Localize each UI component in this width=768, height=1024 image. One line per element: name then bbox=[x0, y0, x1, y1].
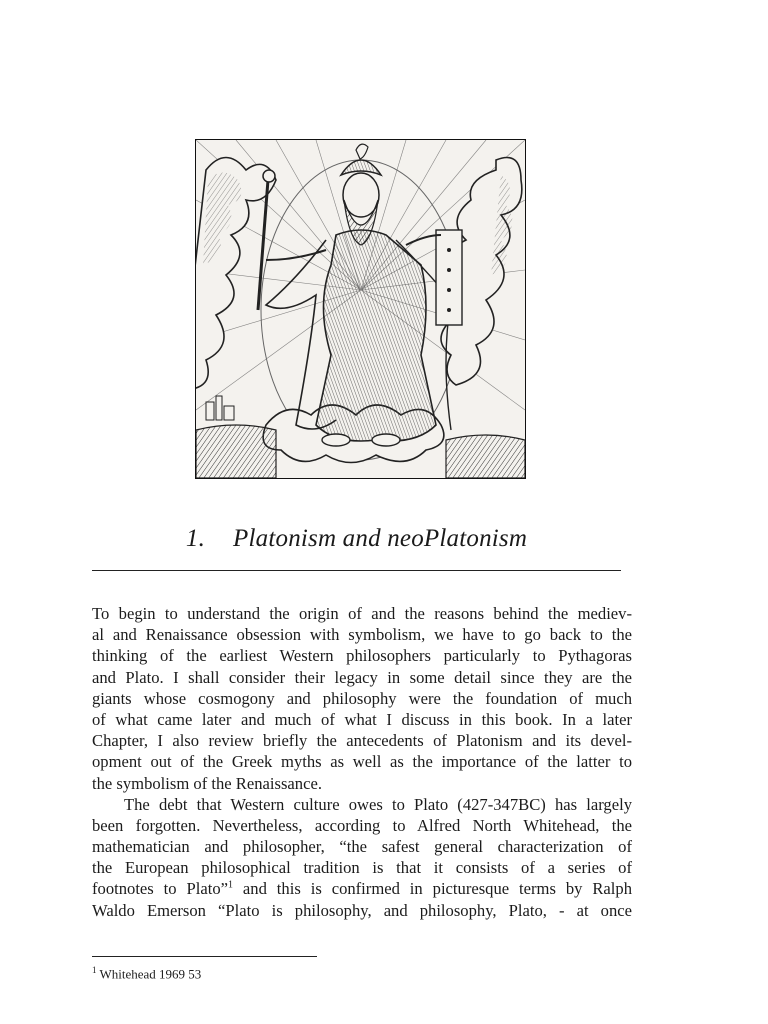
chapter-title: Platonism and neoPlatonism bbox=[233, 525, 528, 552]
body-line: opment out of the Greek myths as well as the importance of the latter to bbox=[92, 752, 632, 772]
footnote-reference-mark[interactable]: 1 bbox=[228, 879, 233, 891]
footnote-mark: 1 bbox=[92, 965, 97, 975]
body-line: the European philosophical tradition is that it consists of a series of bbox=[92, 858, 632, 878]
body-line-with-footnote bbox=[92, 878, 632, 899]
body-line: of what came later and much of what I discuss in this book. In a later bbox=[92, 709, 632, 729]
footnote-rule bbox=[92, 956, 317, 957]
body-line: mathematician and philosopher, “the safest general characterization of bbox=[92, 837, 632, 857]
body-line-start: footnotes to Plato” bbox=[92, 879, 228, 899]
body-line: thinking of the earliest Western philosophers particularly to Pythagoras bbox=[92, 646, 632, 666]
body-line: been forgotten. Nevertheless, according to Alfred North Whitehead, the bbox=[92, 815, 632, 835]
footnote bbox=[92, 965, 201, 982]
body-line: Waldo Emerson “Plato is philosophy, and philosophy, Plato, - at once bbox=[92, 900, 632, 920]
engraving-illustration bbox=[195, 139, 526, 479]
body-line: and Plato. I shall consider their legacy in some detail since they are the bbox=[92, 667, 632, 687]
body-line: the symbolism of the Renaissance. bbox=[92, 773, 322, 793]
chapter-number: 1. bbox=[185, 525, 206, 552]
engraving-plato-figure bbox=[196, 140, 525, 478]
body-text bbox=[92, 603, 632, 921]
chapter-title-rule bbox=[92, 570, 621, 571]
body-line: al and Renaissance obsession with symbolism, we have to go back to the bbox=[92, 625, 632, 645]
body-line: The debt that Western culture owes to Plato (427-347BC) has largely bbox=[124, 794, 632, 814]
body-line-end: and this is confirmed in picturesque terms by Ralph bbox=[233, 879, 632, 899]
footnote-text: Whitehead 1969 53 bbox=[99, 966, 202, 982]
body-line: To begin to understand the origin of and the reasons behind the mediev- bbox=[92, 604, 632, 623]
body-line: Chapter, I also review briefly the antecedents of Platonism and its devel- bbox=[92, 731, 632, 751]
chapter-heading bbox=[92, 525, 621, 553]
body-line: giants whose cosmogony and philosophy were the foundation of much bbox=[92, 688, 632, 708]
